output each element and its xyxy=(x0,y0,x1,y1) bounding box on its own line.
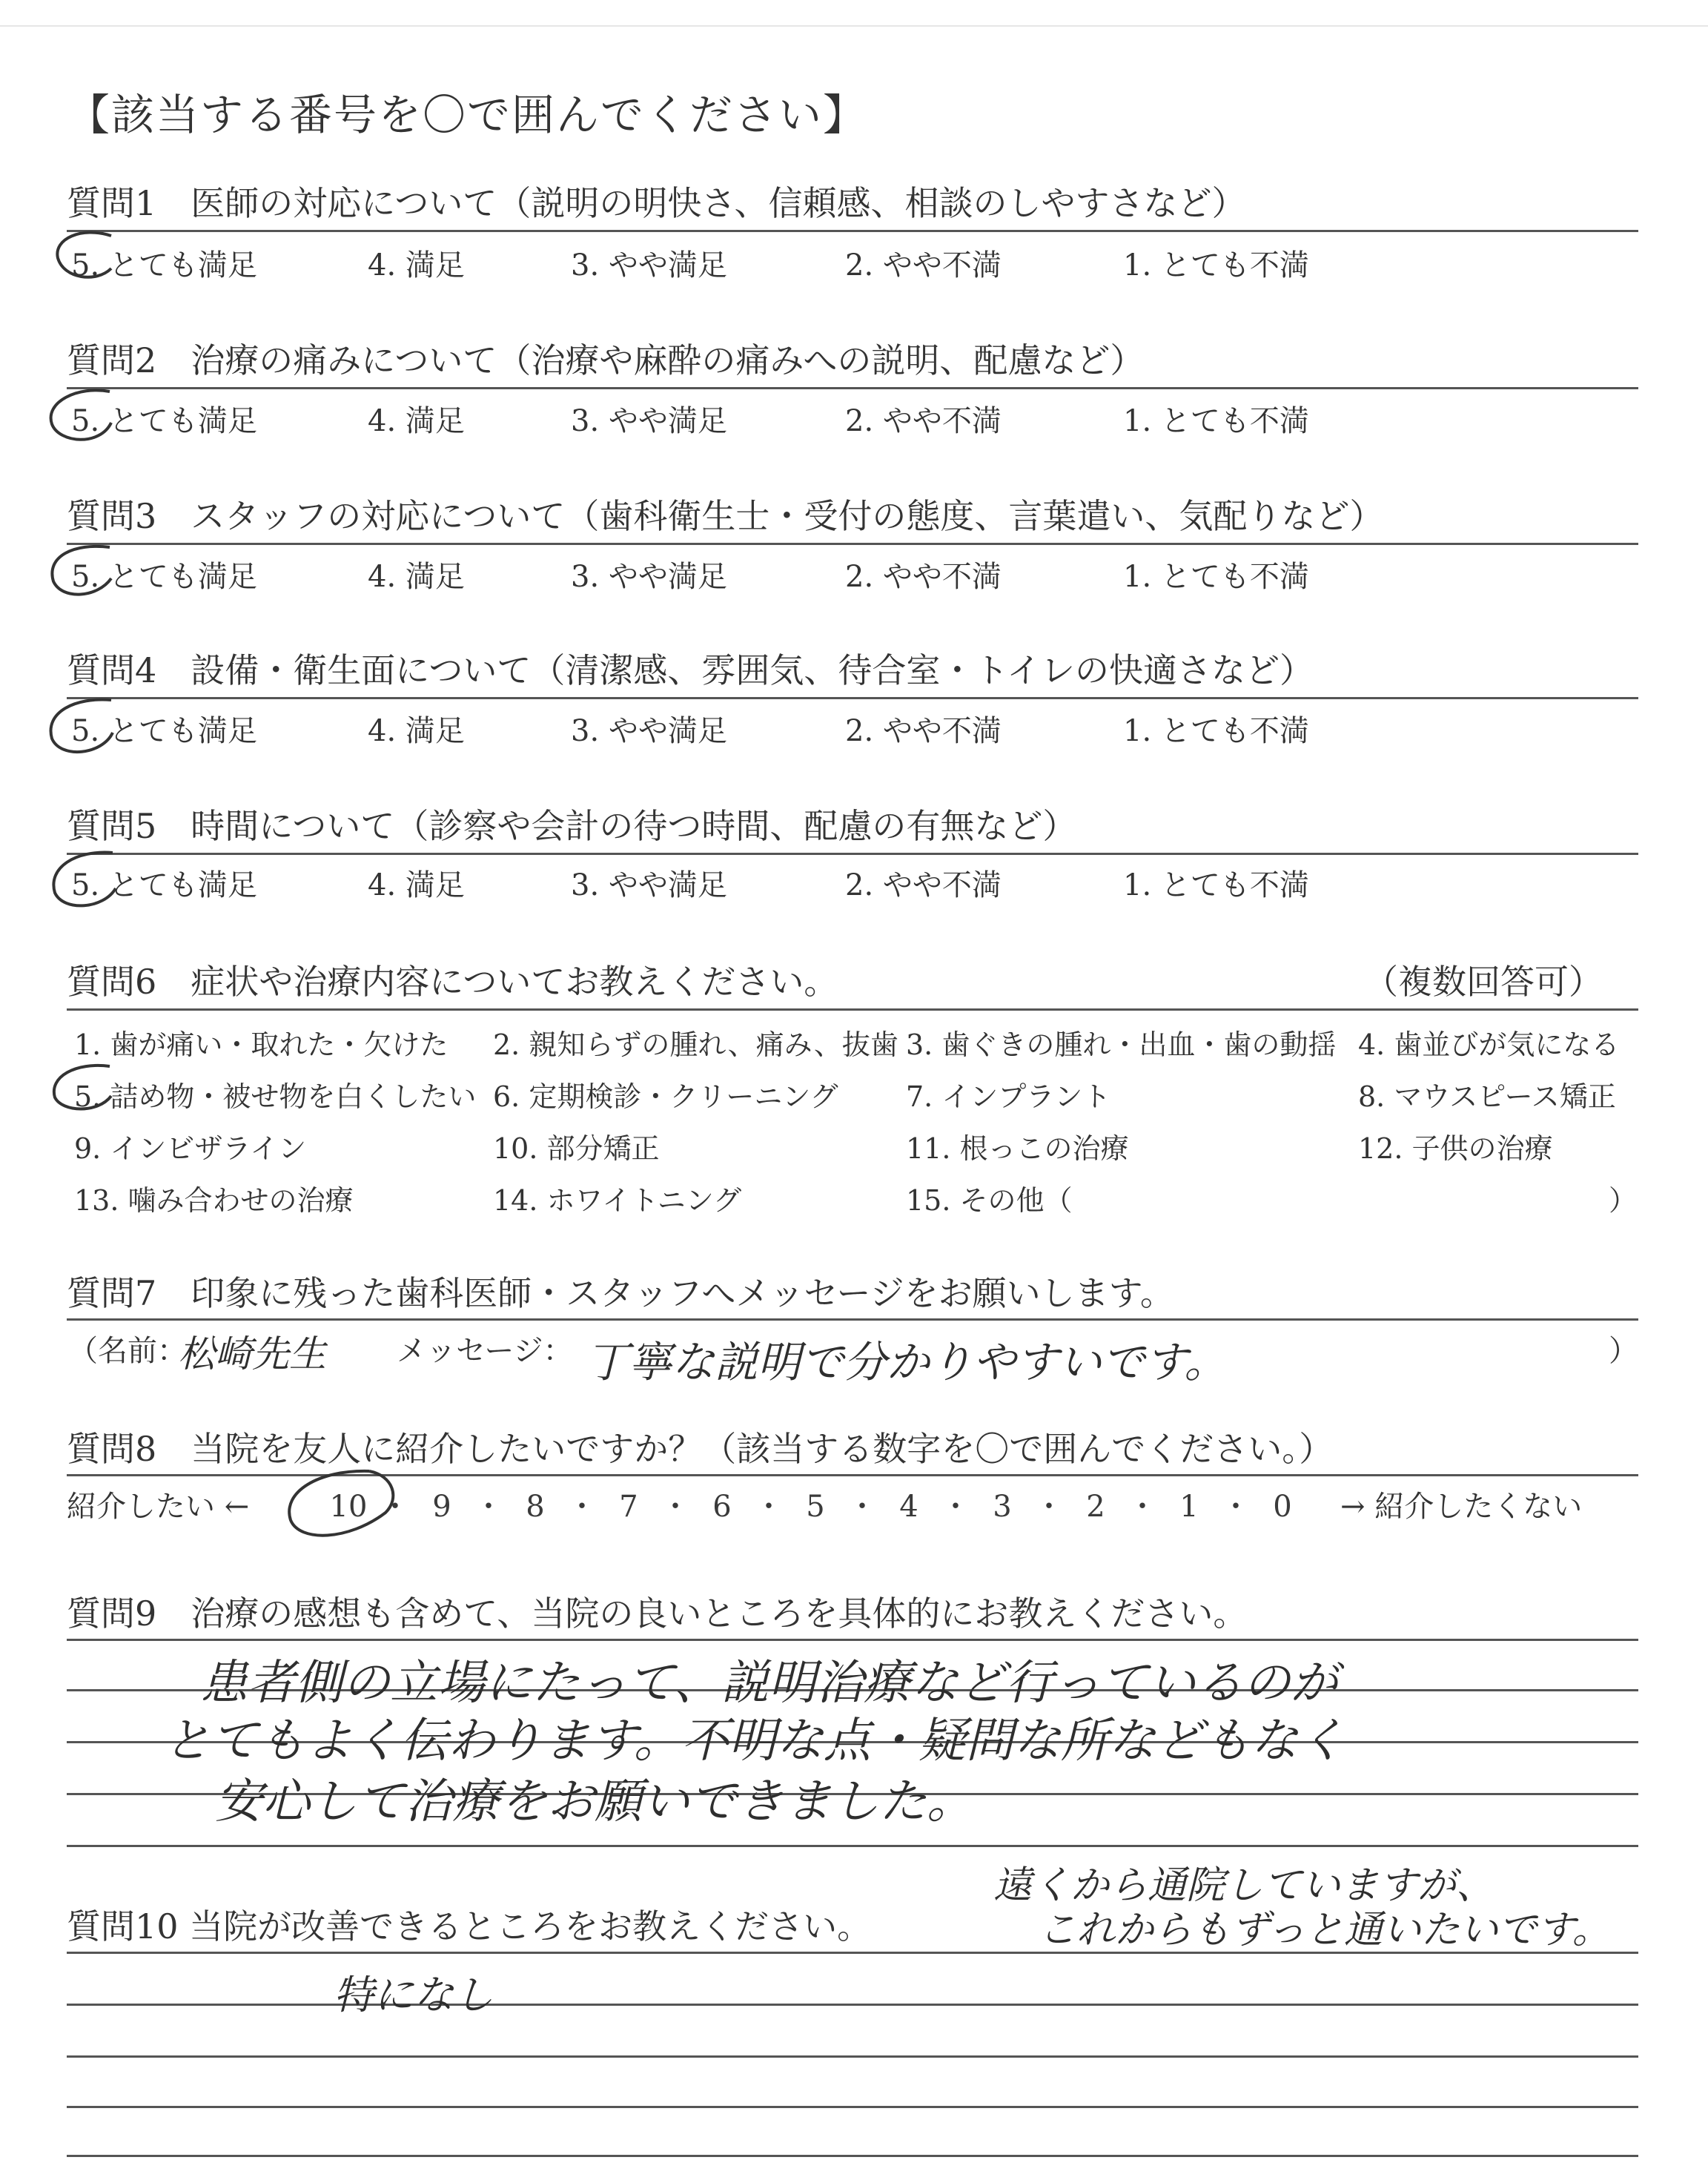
q8-scale-dot: ・ xyxy=(1128,1490,1157,1524)
q8-scale-dot: ・ xyxy=(754,1490,784,1524)
q6-option-6[interactable]: 6. 定期検診・クリーニング xyxy=(493,1080,838,1113)
question-7-rule xyxy=(67,1318,1638,1321)
q3-option-2[interactable]: 2. やや不満 xyxy=(845,560,1002,594)
q1-option-5[interactable]: 5. とても満足 xyxy=(71,248,257,283)
question-5-rule xyxy=(67,853,1638,855)
question-3-rule xyxy=(67,543,1638,545)
question-6-title: 質問6 症状や治療内容についてお教えください。 xyxy=(67,962,838,1002)
q9-answer-line-3[interactable]: 安心して治療をお願いできました。 xyxy=(215,1774,974,1829)
q1-option-3[interactable]: 3. やや満足 xyxy=(571,248,727,283)
q10-side-note-line-1: 遠くから通院していますが、 xyxy=(993,1863,1495,1908)
q8-scale-dot: ・ xyxy=(661,1490,690,1524)
q8-scale-dot: ・ xyxy=(567,1490,597,1524)
question-10-title: 質問10 当院が改善できるところをお教えください。 xyxy=(67,1906,872,1946)
q10-side-note-line-2: これからもずっと通いたいです。 xyxy=(1038,1908,1611,1952)
q8-right-label: → 紹介したくない xyxy=(1340,1490,1583,1524)
q6-option-4[interactable]: 4. 歯並びが気になる xyxy=(1358,1028,1620,1061)
q8-scale-value-3[interactable]: 3 xyxy=(993,1490,1012,1524)
q5-option-5[interactable]: 5. とても満足 xyxy=(71,868,257,902)
q2-option-3[interactable]: 3. やや満足 xyxy=(571,404,727,438)
question-1-rule xyxy=(67,230,1638,232)
q2-option-5[interactable]: 5. とても満足 xyxy=(71,404,257,438)
q6-option-12[interactable]: 12. 子供の治療 xyxy=(1358,1132,1553,1165)
q7-message-label: メッセージ： xyxy=(397,1334,573,1368)
q1-option-1[interactable]: 1. とても不満 xyxy=(1123,248,1309,283)
q3-option-1[interactable]: 1. とても不満 xyxy=(1123,560,1309,594)
q5-option-4[interactable]: 4. 満足 xyxy=(368,868,465,902)
q9-answer-line-2[interactable]: とてもよく伝わります。不明な点・疑問な所などもなく xyxy=(163,1714,1345,1768)
q8-scale-value-2[interactable]: 2 xyxy=(1086,1490,1105,1524)
q2-option-1[interactable]: 1. とても不満 xyxy=(1123,404,1309,438)
question-4-rule xyxy=(67,697,1638,699)
q2-option-2[interactable]: 2. やや不満 xyxy=(845,404,1002,438)
q6-option-8[interactable]: 8. マウスピース矯正 xyxy=(1358,1080,1616,1113)
question-10-rule-2 xyxy=(67,2004,1638,2006)
question-8-rule xyxy=(67,1474,1638,1476)
q8-scale-dot: ・ xyxy=(474,1490,503,1524)
q8-scale-value-7[interactable]: 7 xyxy=(619,1490,638,1524)
question-8-title: 質問8 当院を友人に紹介したいですか？（該当する数字を〇で囲んでください。） xyxy=(67,1429,1334,1469)
q6-option-15[interactable]: 15. その他（ xyxy=(906,1184,1073,1217)
q8-scale-dot: ・ xyxy=(380,1490,410,1524)
question-10-rule-5 xyxy=(67,2155,1638,2157)
q8-scale xyxy=(319,1483,1312,1525)
question-3-title: 質問3 スタッフの対応について（歯科衛生士・受付の態度、言葉遣い、気配りなど） xyxy=(67,496,1384,536)
q6-option-10[interactable]: 10. 部分矯正 xyxy=(493,1132,660,1165)
question-6-note: （複数回答可） xyxy=(1364,962,1603,1002)
question-2-title: 質問2 治療の痛みについて（治療や麻酔の痛みへの説明、配慮など） xyxy=(67,340,1145,380)
question-9-title: 質問9 治療の感想も含めて、当院の良いところを具体的にお教えください。 xyxy=(67,1593,1248,1634)
q7-close: ） xyxy=(1609,1334,1638,1368)
q6-option-9[interactable]: 9. インビザライン xyxy=(74,1132,307,1165)
q8-scale-value-9[interactable]: 9 xyxy=(432,1490,451,1524)
q4-option-1[interactable]: 1. とても不満 xyxy=(1123,714,1309,748)
q5-option-2[interactable]: 2. やや不満 xyxy=(845,868,1002,902)
q5-option-1[interactable]: 1. とても不満 xyxy=(1123,868,1309,902)
question-9-rule-5 xyxy=(67,1845,1638,1847)
q6-option-3[interactable]: 3. 歯ぐきの腫れ・出血・歯の動揺 xyxy=(906,1028,1337,1061)
question-1-title: 質問1 医師の対応について（説明の明快さ、信頼感、相談のしやすさなど） xyxy=(67,183,1246,223)
question-9-rule-1 xyxy=(67,1639,1638,1641)
question-10-rule-3 xyxy=(67,2055,1638,2058)
q3-option-4[interactable]: 4. 満足 xyxy=(368,560,465,594)
question-10-rule-4 xyxy=(67,2106,1638,2108)
q4-option-2[interactable]: 2. やや不満 xyxy=(845,714,1002,748)
q9-answer-line-1[interactable]: 患者側の立場にたって、説明治療など行っているのが xyxy=(200,1656,1338,1711)
q3-option-5[interactable]: 5. とても満足 xyxy=(71,560,257,594)
question-5-title: 質問5 時間について（診察や会計の待つ時間、配慮の有無など） xyxy=(67,806,1077,846)
q8-scale-value-4[interactable]: 4 xyxy=(899,1490,918,1524)
q8-scale-dot: ・ xyxy=(941,1490,970,1524)
q4-option-5[interactable]: 5. とても満足 xyxy=(71,714,257,748)
q6-option-14[interactable]: 14. ホワイトニング xyxy=(493,1184,742,1217)
question-4-title: 質問4 設備・衛生面について（清潔感、雰囲気、待合室・トイレの快適さなど） xyxy=(67,650,1314,690)
q8-left-label: 紹介したい ← xyxy=(67,1490,250,1524)
q7-name-label: （名前： xyxy=(68,1334,187,1368)
q3-option-3[interactable]: 3. やや満足 xyxy=(571,560,727,594)
q1-option-2[interactable]: 2. やや不満 xyxy=(845,248,1002,283)
q2-option-4[interactable]: 4. 満足 xyxy=(368,404,465,438)
q1-option-4[interactable]: 4. 満足 xyxy=(368,248,465,283)
q8-scale-value-0[interactable]: 0 xyxy=(1273,1490,1292,1524)
q6-option-2[interactable]: 2. 親知らずの腫れ、痛み、抜歯 xyxy=(493,1028,898,1061)
q6-option-7[interactable]: 7. インプラント xyxy=(906,1080,1111,1113)
q7-message-value[interactable]: 丁寧な説明で分かりやすいです。 xyxy=(586,1337,1228,1387)
question-7-title: 質問7 印象に残った歯科医師・スタッフへメッセージをお願いします。 xyxy=(67,1273,1174,1313)
q6-option-13[interactable]: 13. 噛み合わせの治療 xyxy=(74,1184,354,1217)
q8-scale-value-6[interactable]: 6 xyxy=(712,1490,732,1524)
q6-option-1[interactable]: 1. 歯が痛い・取れた・欠けた xyxy=(74,1028,448,1061)
q8-scale-value-5[interactable]: 5 xyxy=(806,1490,825,1524)
q10-answer[interactable]: 特になし xyxy=(334,1972,494,2018)
q6-option-15-close: ） xyxy=(1609,1184,1638,1217)
q4-option-3[interactable]: 3. やや満足 xyxy=(571,714,727,748)
q6-option-11[interactable]: 11. 根っこの治療 xyxy=(906,1132,1129,1165)
q7-name-value[interactable]: 松崎先生 xyxy=(178,1332,326,1375)
q6-option-5[interactable]: 5. 詰め物・被せ物を白くしたい xyxy=(74,1080,477,1113)
q8-scale-value-8[interactable]: 8 xyxy=(526,1490,545,1524)
question-10-rule-1 xyxy=(67,1952,1638,1954)
q8-scale-value-10[interactable]: 10 xyxy=(329,1490,368,1524)
q4-option-4[interactable]: 4. 満足 xyxy=(368,714,465,748)
q8-scale-dot: ・ xyxy=(847,1490,877,1524)
question-6-rule xyxy=(67,1008,1638,1011)
q5-option-3[interactable]: 3. やや満足 xyxy=(571,868,727,902)
q8-scale-value-1[interactable]: 1 xyxy=(1179,1490,1199,1524)
top-border xyxy=(0,25,1708,27)
page-header: 【該当する番号を〇で囲んでください】 xyxy=(67,90,868,140)
q8-scale-dot: ・ xyxy=(1221,1490,1251,1524)
q8-scale-dot: ・ xyxy=(1034,1490,1064,1524)
question-2-rule xyxy=(67,387,1638,389)
